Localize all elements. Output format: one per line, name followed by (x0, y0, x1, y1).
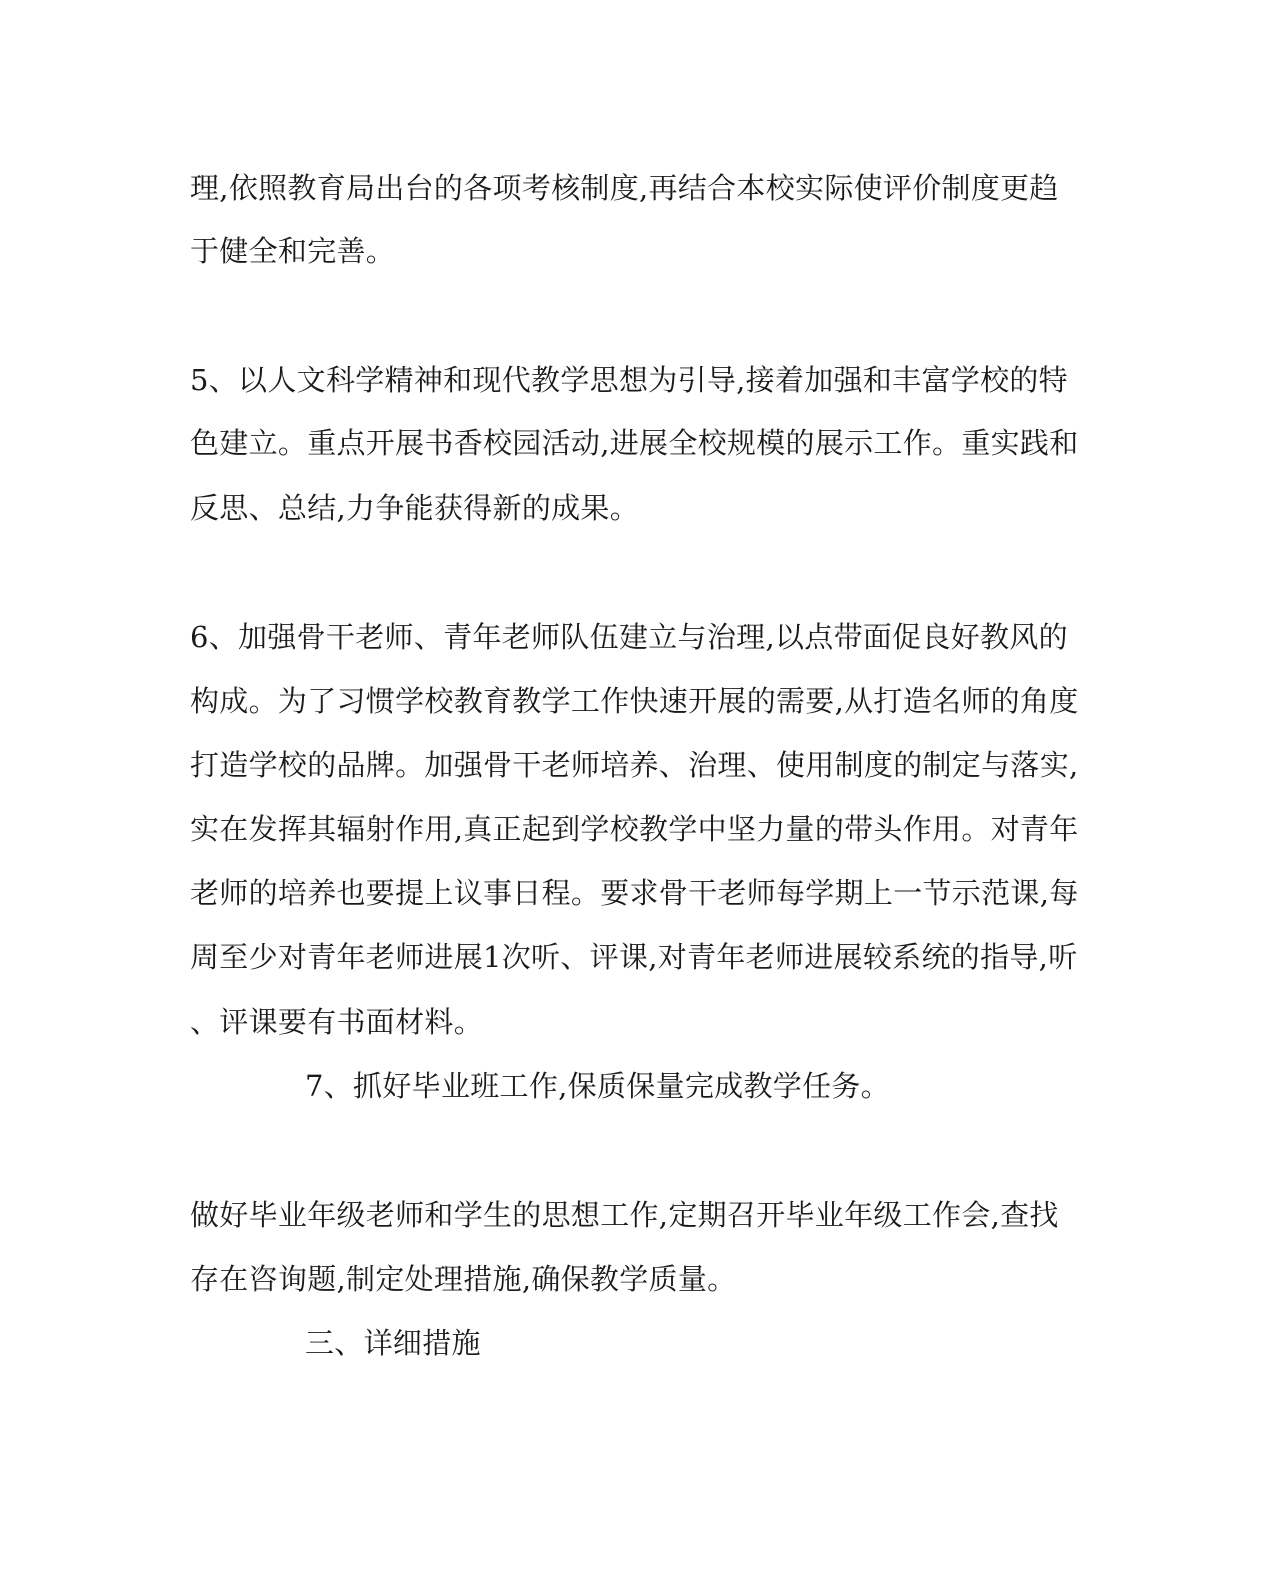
paragraph-line: 构成。为了习惯学校教育教学工作快速开展的需要,从打造名师的角度 (190, 684, 1079, 718)
paragraph-line: 于健全和完善。 (190, 234, 396, 268)
paragraph-line: 实在发挥其辐射作用,真正起到学校教学中坚力量的带头作用。对青年 (190, 812, 1079, 846)
section-heading: 三、详细措施 (305, 1326, 481, 1360)
paragraph-line: 、评课要有书面材料。 (190, 1005, 484, 1039)
paragraph-line: 反思、总结,力争能获得新的成果。 (190, 491, 640, 525)
paragraph-line: 打造学校的品牌。加强骨干老师培养、治理、使用制度的制定与落实, (190, 748, 1079, 782)
paragraph-line: 色建立。重点开展书香校园活动,进展全校规模的展示工作。重实践和 (190, 426, 1079, 460)
paragraph-line: 6、加强骨干老师、青年老师队伍建立与治理,以点带面促良好教风的 (190, 620, 1068, 654)
section-heading: 7、抓好毕业班工作,保质保量完成教学任务。 (305, 1069, 890, 1103)
paragraph-line: 老师的培养也要提上议事日程。要求骨干老师每学期上一节示范课,每 (190, 876, 1079, 910)
paragraph-line: 做好毕业年级老师和学生的思想工作,定期召开毕业年级工作会,查找 (190, 1198, 1059, 1232)
paragraph-line: 周至少对青年老师进展1次听、评课,对青年老师进展较系统的指导,听 (190, 940, 1078, 974)
paragraph-line: 存在咨询题,制定处理措施,确保教学质量。 (190, 1262, 737, 1296)
paragraph-line: 5、以人文科学精神和现代教学思想为引导,接着加强和丰富学校的特 (190, 363, 1068, 397)
paragraph-line: 理,依照教育局出台的各项考核制度,再结合本校实际使评价制度更趋 (190, 171, 1059, 205)
